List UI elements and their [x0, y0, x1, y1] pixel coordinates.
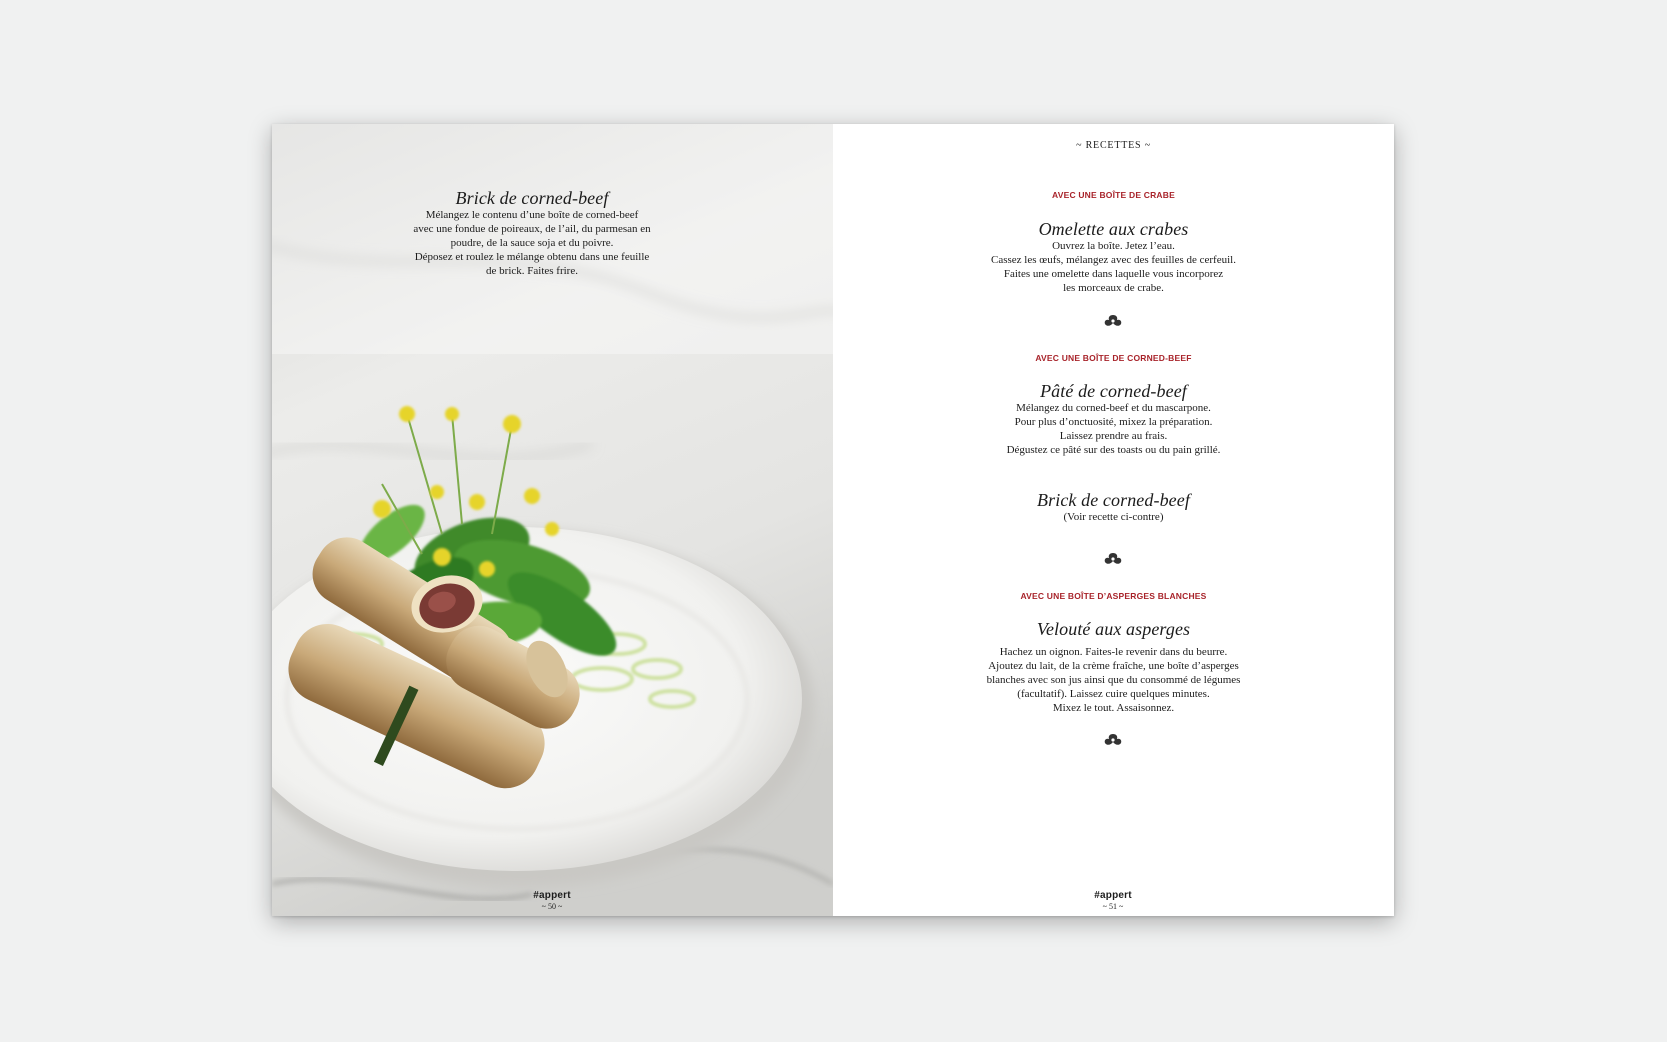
folio-right	[1053, 890, 1173, 911]
recipe-title: Brick de corned-beef	[455, 188, 609, 208]
left-recipe-block	[332, 188, 732, 278]
category-label-asperges: AVEC UNE BOÎTE D’ASPERGES BLANCHES	[1020, 591, 1207, 601]
left-page	[272, 124, 833, 916]
recipe-title: Omelette aux crabes	[1038, 219, 1189, 239]
recipe-body: (Voir recette ci-contre)	[1063, 511, 1164, 523]
recipe-brick	[833, 490, 1394, 524]
folio-left	[492, 890, 612, 911]
recipe-title: Brick de corned-beef	[1037, 490, 1190, 510]
folio-brand: #appert	[533, 890, 571, 901]
category-label-corned-beef: AVEC UNE BOÎTE DE CORNED-BEEF	[1035, 353, 1192, 363]
fleuron-icon	[1103, 551, 1123, 567]
recipe-omelette	[833, 219, 1394, 295]
section-header: ~ RECETTES ~	[1076, 140, 1151, 151]
recipe-body: Hachez un oignon. Faites-le revenir dans du beurre. Ajoutez du lait, de la crème fraîche, une boîte d’asperges blanches avec son jus ainsi que du consommé de légumes (facultatif). Laissez cuire quelques minutes. Mixez le tout. Assaisonnez.	[986, 646, 1241, 714]
recipe-body: Ouvrez la boîte. Jetez l’eau. Cassez les œufs, mélangez avec des feuilles de cerfeuil. Faites une omelette dans laquelle vous incorporez les morceaux de crabe.	[991, 240, 1236, 294]
folio-brand: #appert	[1094, 890, 1132, 901]
page-number: ~ 51 ~	[1102, 902, 1124, 911]
right-page	[833, 124, 1394, 916]
recipe-body: Mélangez le contenu d’une boîte de corned-beef avec une fondue de poireaux, de l’ail, du parmesan en poudre, de la sauce soja et du poivre. Déposez et roulez le mélange obtenu dans une feuille de brick. Faites frire.	[413, 209, 651, 277]
recipe-title: Pâté de corned-beef	[1040, 381, 1187, 401]
page-number: ~ 50 ~	[541, 902, 563, 911]
recipe-title: Velouté aux asperges	[1036, 619, 1191, 639]
recipe-pate	[833, 381, 1394, 457]
fleuron-icon	[1103, 313, 1123, 329]
magazine-spread	[272, 124, 1394, 916]
category-label-crabe: AVEC UNE BOÎTE DE CRABE	[1052, 190, 1175, 200]
recipe-body: Mélangez du corned-beef et du mascarpone. Pour plus d’onctuosité, mixez la préparation. Laissez prendre au frais. Dégustez ce pâté sur des toasts ou du pain grillé.	[1006, 402, 1221, 456]
recipe-veloute	[833, 619, 1394, 715]
fleuron-icon	[1103, 732, 1123, 748]
